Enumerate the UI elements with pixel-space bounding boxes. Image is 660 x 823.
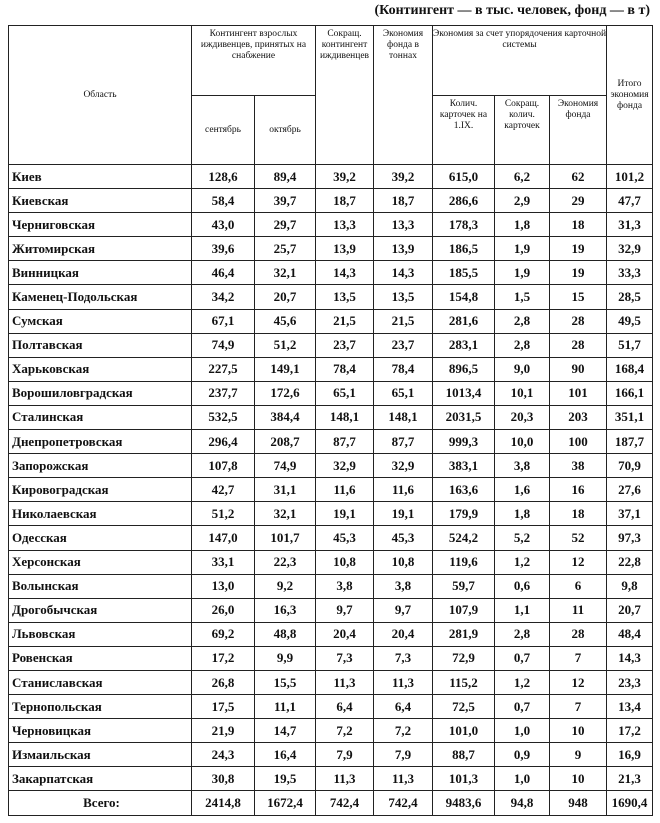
fund-savings-cell: 13,5 — [374, 285, 433, 309]
table-row — [9, 719, 653, 743]
fund-economy-cell: 18 — [550, 502, 607, 526]
september-cell: 2414,8 — [192, 791, 255, 815]
reduced-cards-cell: 0,6 — [495, 574, 550, 598]
fund-savings-cell: 3,8 — [374, 574, 433, 598]
september-cell: 13,0 — [192, 574, 255, 598]
fund-savings-cell: 87,7 — [374, 430, 433, 454]
total-savings-cell: 9,8 — [607, 574, 653, 598]
table-row — [9, 309, 653, 333]
reduced-contingent-cell: 13,9 — [316, 237, 374, 261]
region-cell: Ворошиловградская — [9, 381, 192, 405]
total-savings-cell: 16,9 — [607, 743, 653, 767]
header-september: сентябрь — [192, 96, 255, 165]
fund-economy-cell: 7 — [550, 646, 607, 670]
fund-savings-cell: 148,1 — [374, 405, 433, 429]
october-cell: 19,5 — [255, 767, 316, 791]
reduced-contingent-cell: 11,6 — [316, 478, 374, 502]
total-savings-cell: 33,3 — [607, 261, 653, 285]
reduced-cards-cell: 2,9 — [495, 189, 550, 213]
fund-economy-cell: 18 — [550, 213, 607, 237]
october-cell: 48,8 — [255, 622, 316, 646]
fund-savings-cell: 32,9 — [374, 454, 433, 478]
table-row — [9, 454, 653, 478]
total-savings-cell: 48,4 — [607, 622, 653, 646]
cards-count-cell: 1013,4 — [433, 381, 495, 405]
header-fund-economy: Экономия фонда — [550, 96, 607, 165]
reduced-contingent-cell: 148,1 — [316, 405, 374, 429]
table-row — [9, 165, 653, 189]
reduced-contingent-cell: 23,7 — [316, 333, 374, 357]
region-cell: Черновицкая — [9, 719, 192, 743]
october-cell: 101,7 — [255, 526, 316, 550]
table-row — [9, 646, 653, 670]
cards-count-cell: 115,2 — [433, 670, 495, 694]
region-cell: Сталинская — [9, 405, 192, 429]
october-cell: 15,5 — [255, 670, 316, 694]
fund-economy-cell: 15 — [550, 285, 607, 309]
region-cell: Одесская — [9, 526, 192, 550]
reduced-cards-cell: 1,9 — [495, 261, 550, 285]
total-savings-cell: 21,3 — [607, 767, 653, 791]
fund-savings-cell: 21,5 — [374, 309, 433, 333]
fund-savings-cell: 11,6 — [374, 478, 433, 502]
reduced-contingent-cell: 3,8 — [316, 574, 374, 598]
table-row — [9, 695, 653, 719]
september-cell: 30,8 — [192, 767, 255, 791]
fund-economy-cell: 62 — [550, 165, 607, 189]
total-savings-cell: 14,3 — [607, 646, 653, 670]
fund-savings-cell: 39,2 — [374, 165, 433, 189]
fund-economy-cell: 6 — [550, 574, 607, 598]
fund-economy-cell: 19 — [550, 237, 607, 261]
october-cell: 32,1 — [255, 261, 316, 285]
total-savings-cell: 351,1 — [607, 405, 653, 429]
reduced-contingent-cell: 65,1 — [316, 381, 374, 405]
reduced-contingent-cell: 7,9 — [316, 743, 374, 767]
september-cell: 33,1 — [192, 550, 255, 574]
total-savings-cell: 49,5 — [607, 309, 653, 333]
table-row — [9, 526, 653, 550]
cards-count-cell: 9483,6 — [433, 791, 495, 815]
fund-savings-cell: 45,3 — [374, 526, 433, 550]
september-cell: 74,9 — [192, 333, 255, 357]
september-cell: 296,4 — [192, 430, 255, 454]
fund-savings-cell: 19,1 — [374, 502, 433, 526]
reduced-contingent-cell: 14,3 — [316, 261, 374, 285]
september-cell: 532,5 — [192, 405, 255, 429]
fund-economy-cell: 28 — [550, 622, 607, 646]
fund-economy-cell: 101 — [550, 381, 607, 405]
cards-count-cell: 59,7 — [433, 574, 495, 598]
total-savings-cell: 166,1 — [607, 381, 653, 405]
september-cell: 67,1 — [192, 309, 255, 333]
reduced-contingent-cell: 32,9 — [316, 454, 374, 478]
region-cell: Кировоградская — [9, 478, 192, 502]
region-cell: Харьковская — [9, 357, 192, 381]
october-cell: 9,9 — [255, 646, 316, 670]
rationing-table — [8, 25, 653, 816]
table-row — [9, 381, 653, 405]
october-cell: 51,2 — [255, 333, 316, 357]
reduced-contingent-cell: 6,4 — [316, 695, 374, 719]
october-cell: 39,7 — [255, 189, 316, 213]
region-cell: Всего: — [9, 791, 192, 815]
cards-count-cell: 88,7 — [433, 743, 495, 767]
reduced-cards-cell: 1,5 — [495, 285, 550, 309]
region-cell: Сумская — [9, 309, 192, 333]
september-cell: 43,0 — [192, 213, 255, 237]
fund-savings-cell: 9,7 — [374, 598, 433, 622]
fund-economy-cell: 203 — [550, 405, 607, 429]
region-cell: Житомирская — [9, 237, 192, 261]
total-savings-cell: 22,8 — [607, 550, 653, 574]
fund-economy-cell: 12 — [550, 550, 607, 574]
reduced-cards-cell: 2,8 — [495, 622, 550, 646]
region-cell: Киев — [9, 165, 192, 189]
cards-count-cell: 896,5 — [433, 357, 495, 381]
cards-count-cell: 283,1 — [433, 333, 495, 357]
october-cell: 1672,4 — [255, 791, 316, 815]
table-row — [9, 767, 653, 791]
cards-count-cell: 999,3 — [433, 430, 495, 454]
table-header — [9, 26, 653, 165]
reduced-cards-cell: 0,7 — [495, 646, 550, 670]
fund-savings-cell: 7,2 — [374, 719, 433, 743]
fund-savings-cell: 20,4 — [374, 622, 433, 646]
fund-economy-cell: 11 — [550, 598, 607, 622]
fund-savings-cell: 14,3 — [374, 261, 433, 285]
reduced-cards-cell: 0,7 — [495, 695, 550, 719]
cards-count-cell: 72,5 — [433, 695, 495, 719]
october-cell: 384,4 — [255, 405, 316, 429]
total-savings-cell: 28,5 — [607, 285, 653, 309]
reduced-cards-cell: 2,8 — [495, 309, 550, 333]
total-savings-cell: 187,7 — [607, 430, 653, 454]
october-cell: 14,7 — [255, 719, 316, 743]
reduced-contingent-cell: 20,4 — [316, 622, 374, 646]
fund-savings-cell: 10,8 — [374, 550, 433, 574]
total-savings-cell: 17,2 — [607, 719, 653, 743]
fund-economy-cell: 28 — [550, 333, 607, 357]
fund-economy-cell: 29 — [550, 189, 607, 213]
cards-count-cell: 281,9 — [433, 622, 495, 646]
cards-count-cell: 154,8 — [433, 285, 495, 309]
table-row — [9, 743, 653, 767]
total-savings-cell: 97,3 — [607, 526, 653, 550]
cards-count-cell: 185,5 — [433, 261, 495, 285]
fund-economy-cell: 12 — [550, 670, 607, 694]
region-cell: Полтавская — [9, 333, 192, 357]
reduced-contingent-cell: 19,1 — [316, 502, 374, 526]
total-savings-cell: 13,4 — [607, 695, 653, 719]
september-cell: 237,7 — [192, 381, 255, 405]
total-savings-cell: 27,6 — [607, 478, 653, 502]
fund-economy-cell: 10 — [550, 719, 607, 743]
fund-savings-cell: 78,4 — [374, 357, 433, 381]
october-cell: 9,2 — [255, 574, 316, 598]
reduced-cards-cell: 1,9 — [495, 237, 550, 261]
reduced-cards-cell: 10,1 — [495, 381, 550, 405]
header-total-savings: Итого экономия фонда — [607, 26, 653, 165]
fund-savings-cell: 18,7 — [374, 189, 433, 213]
table-row — [9, 598, 653, 622]
reduced-contingent-cell: 742,4 — [316, 791, 374, 815]
region-cell: Измаильская — [9, 743, 192, 767]
fund-savings-cell: 65,1 — [374, 381, 433, 405]
total-savings-cell: 23,3 — [607, 670, 653, 694]
table-row — [9, 550, 653, 574]
reduced-cards-cell: 2,8 — [495, 333, 550, 357]
cards-count-cell: 281,6 — [433, 309, 495, 333]
september-cell: 24,3 — [192, 743, 255, 767]
region-cell: Винницкая — [9, 261, 192, 285]
fund-economy-cell: 10 — [550, 767, 607, 791]
september-cell: 51,2 — [192, 502, 255, 526]
october-cell: 11,1 — [255, 695, 316, 719]
reduced-cards-cell: 1,8 — [495, 502, 550, 526]
reduced-cards-cell: 20,3 — [495, 405, 550, 429]
october-cell: 16,3 — [255, 598, 316, 622]
reduced-contingent-cell: 11,3 — [316, 767, 374, 791]
fund-economy-cell: 100 — [550, 430, 607, 454]
reduced-contingent-cell: 10,8 — [316, 550, 374, 574]
region-cell: Закарпатская — [9, 767, 192, 791]
october-cell: 32,1 — [255, 502, 316, 526]
september-cell: 58,4 — [192, 189, 255, 213]
cards-count-cell: 101,0 — [433, 719, 495, 743]
header-contingent: Контингент взрослых иждивенцев, принятых на снабжение — [192, 26, 316, 96]
september-cell: 42,7 — [192, 478, 255, 502]
october-cell: 25,7 — [255, 237, 316, 261]
reduced-contingent-cell: 9,7 — [316, 598, 374, 622]
reduced-cards-cell: 1,2 — [495, 670, 550, 694]
reduced-contingent-cell: 13,5 — [316, 285, 374, 309]
fund-economy-cell: 7 — [550, 695, 607, 719]
region-cell: Херсонская — [9, 550, 192, 574]
reduced-cards-cell: 1,2 — [495, 550, 550, 574]
total-savings-cell: 37,1 — [607, 502, 653, 526]
reduced-cards-cell: 5,2 — [495, 526, 550, 550]
total-savings-cell: 20,7 — [607, 598, 653, 622]
total-savings-cell: 32,9 — [607, 237, 653, 261]
region-cell: Волынская — [9, 574, 192, 598]
header-cards-count: Колич. карточек на 1.IX. — [433, 96, 495, 165]
header-card-savings: Экономия за счет упорядочения карточной системы — [433, 26, 607, 96]
reduced-contingent-cell: 7,3 — [316, 646, 374, 670]
cards-count-cell: 524,2 — [433, 526, 495, 550]
september-cell: 46,4 — [192, 261, 255, 285]
october-cell: 16,4 — [255, 743, 316, 767]
reduced-contingent-cell: 87,7 — [316, 430, 374, 454]
fund-economy-cell: 9 — [550, 743, 607, 767]
region-cell: Тернопольская — [9, 695, 192, 719]
reduced-cards-cell: 9,0 — [495, 357, 550, 381]
reduced-cards-cell: 6,2 — [495, 165, 550, 189]
region-cell: Каменец-Подольская — [9, 285, 192, 309]
header-october: октябрь — [255, 96, 316, 165]
region-cell: Ровенская — [9, 646, 192, 670]
table-row — [9, 333, 653, 357]
region-cell: Николаевская — [9, 502, 192, 526]
table-row — [9, 237, 653, 261]
reduced-cards-cell: 1,0 — [495, 719, 550, 743]
table-row — [9, 213, 653, 237]
reduced-contingent-cell: 21,5 — [316, 309, 374, 333]
reduced-cards-cell: 3,8 — [495, 454, 550, 478]
fund-economy-cell: 28 — [550, 309, 607, 333]
october-cell: 172,6 — [255, 381, 316, 405]
october-cell: 45,6 — [255, 309, 316, 333]
cards-count-cell: 179,9 — [433, 502, 495, 526]
table-row — [9, 405, 653, 429]
table-row — [9, 478, 653, 502]
cards-count-cell: 72,9 — [433, 646, 495, 670]
cards-count-cell: 119,6 — [433, 550, 495, 574]
october-cell: 149,1 — [255, 357, 316, 381]
cards-count-cell: 2031,5 — [433, 405, 495, 429]
september-cell: 107,8 — [192, 454, 255, 478]
total-savings-cell: 168,4 — [607, 357, 653, 381]
september-cell: 227,5 — [192, 357, 255, 381]
october-cell: 31,1 — [255, 478, 316, 502]
region-cell: Станиславская — [9, 670, 192, 694]
total-savings-cell: 70,9 — [607, 454, 653, 478]
september-cell: 128,6 — [192, 165, 255, 189]
total-savings-cell: 51,7 — [607, 333, 653, 357]
total-savings-cell: 101,2 — [607, 165, 653, 189]
cards-count-cell: 286,6 — [433, 189, 495, 213]
cards-count-cell: 163,6 — [433, 478, 495, 502]
region-cell: Львовская — [9, 622, 192, 646]
fund-economy-cell: 38 — [550, 454, 607, 478]
september-cell: 69,2 — [192, 622, 255, 646]
fund-economy-cell: 52 — [550, 526, 607, 550]
reduced-contingent-cell: 18,7 — [316, 189, 374, 213]
region-cell: Черниговская — [9, 213, 192, 237]
reduced-contingent-cell: 39,2 — [316, 165, 374, 189]
reduced-contingent-cell: 7,2 — [316, 719, 374, 743]
october-cell: 74,9 — [255, 454, 316, 478]
cards-count-cell: 615,0 — [433, 165, 495, 189]
header-reduced-contingent: Сокращ. контингент иждивенцев — [316, 26, 374, 165]
cards-count-cell: 186,5 — [433, 237, 495, 261]
fund-savings-cell: 11,3 — [374, 767, 433, 791]
region-cell: Запорожская — [9, 454, 192, 478]
fund-economy-cell: 19 — [550, 261, 607, 285]
total-savings-cell: 47,7 — [607, 189, 653, 213]
fund-economy-cell: 16 — [550, 478, 607, 502]
header-region: Область — [9, 26, 192, 165]
september-cell: 17,2 — [192, 646, 255, 670]
reduced-cards-cell: 1,8 — [495, 213, 550, 237]
fund-savings-cell: 13,3 — [374, 213, 433, 237]
fund-savings-cell: 11,3 — [374, 670, 433, 694]
september-cell: 17,5 — [192, 695, 255, 719]
october-cell: 22,3 — [255, 550, 316, 574]
fund-savings-cell: 742,4 — [374, 791, 433, 815]
reduced-cards-cell: 0,9 — [495, 743, 550, 767]
reduced-contingent-cell: 11,3 — [316, 670, 374, 694]
reduced-cards-cell: 1,1 — [495, 598, 550, 622]
cards-count-cell: 101,3 — [433, 767, 495, 791]
table-row — [9, 261, 653, 285]
table-row — [9, 574, 653, 598]
region-cell: Киевская — [9, 189, 192, 213]
fund-economy-cell: 90 — [550, 357, 607, 381]
reduced-cards-cell: 94,8 — [495, 791, 550, 815]
reduced-cards-cell: 1,6 — [495, 478, 550, 502]
table-body — [9, 165, 653, 816]
total-savings-cell: 31,3 — [607, 213, 653, 237]
units-note: (Контингент — в тыс. человек, фонд — в т) — [374, 3, 650, 18]
cards-count-cell: 107,9 — [433, 598, 495, 622]
table-row — [9, 622, 653, 646]
region-cell: Дрогобычская — [9, 598, 192, 622]
header-reduced-cards: Сокращ. колич. карточек — [495, 96, 550, 165]
table-row — [9, 357, 653, 381]
table-row — [9, 189, 653, 213]
reduced-contingent-cell: 45,3 — [316, 526, 374, 550]
fund-savings-cell: 7,3 — [374, 646, 433, 670]
fund-savings-cell: 13,9 — [374, 237, 433, 261]
cards-count-cell: 383,1 — [433, 454, 495, 478]
table-row — [9, 285, 653, 309]
september-cell: 147,0 — [192, 526, 255, 550]
october-cell: 29,7 — [255, 213, 316, 237]
september-cell: 34,2 — [192, 285, 255, 309]
september-cell: 26,0 — [192, 598, 255, 622]
header-fund-savings: Экономия фонда в тоннах — [374, 26, 433, 165]
fund-savings-cell: 6,4 — [374, 695, 433, 719]
reduced-cards-cell: 10,0 — [495, 430, 550, 454]
table-row — [9, 430, 653, 454]
reduced-contingent-cell: 78,4 — [316, 357, 374, 381]
september-cell: 21,9 — [192, 719, 255, 743]
reduced-cards-cell: 1,0 — [495, 767, 550, 791]
table-row — [9, 670, 653, 694]
fund-savings-cell: 7,9 — [374, 743, 433, 767]
totals-row — [9, 791, 653, 815]
table-row — [9, 502, 653, 526]
october-cell: 89,4 — [255, 165, 316, 189]
fund-economy-cell: 948 — [550, 791, 607, 815]
reduced-contingent-cell: 13,3 — [316, 213, 374, 237]
total-savings-cell: 1690,4 — [607, 791, 653, 815]
fund-savings-cell: 23,7 — [374, 333, 433, 357]
region-cell: Днепропетровская — [9, 430, 192, 454]
september-cell: 26,8 — [192, 670, 255, 694]
september-cell: 39,6 — [192, 237, 255, 261]
cards-count-cell: 178,3 — [433, 213, 495, 237]
october-cell: 20,7 — [255, 285, 316, 309]
october-cell: 208,7 — [255, 430, 316, 454]
